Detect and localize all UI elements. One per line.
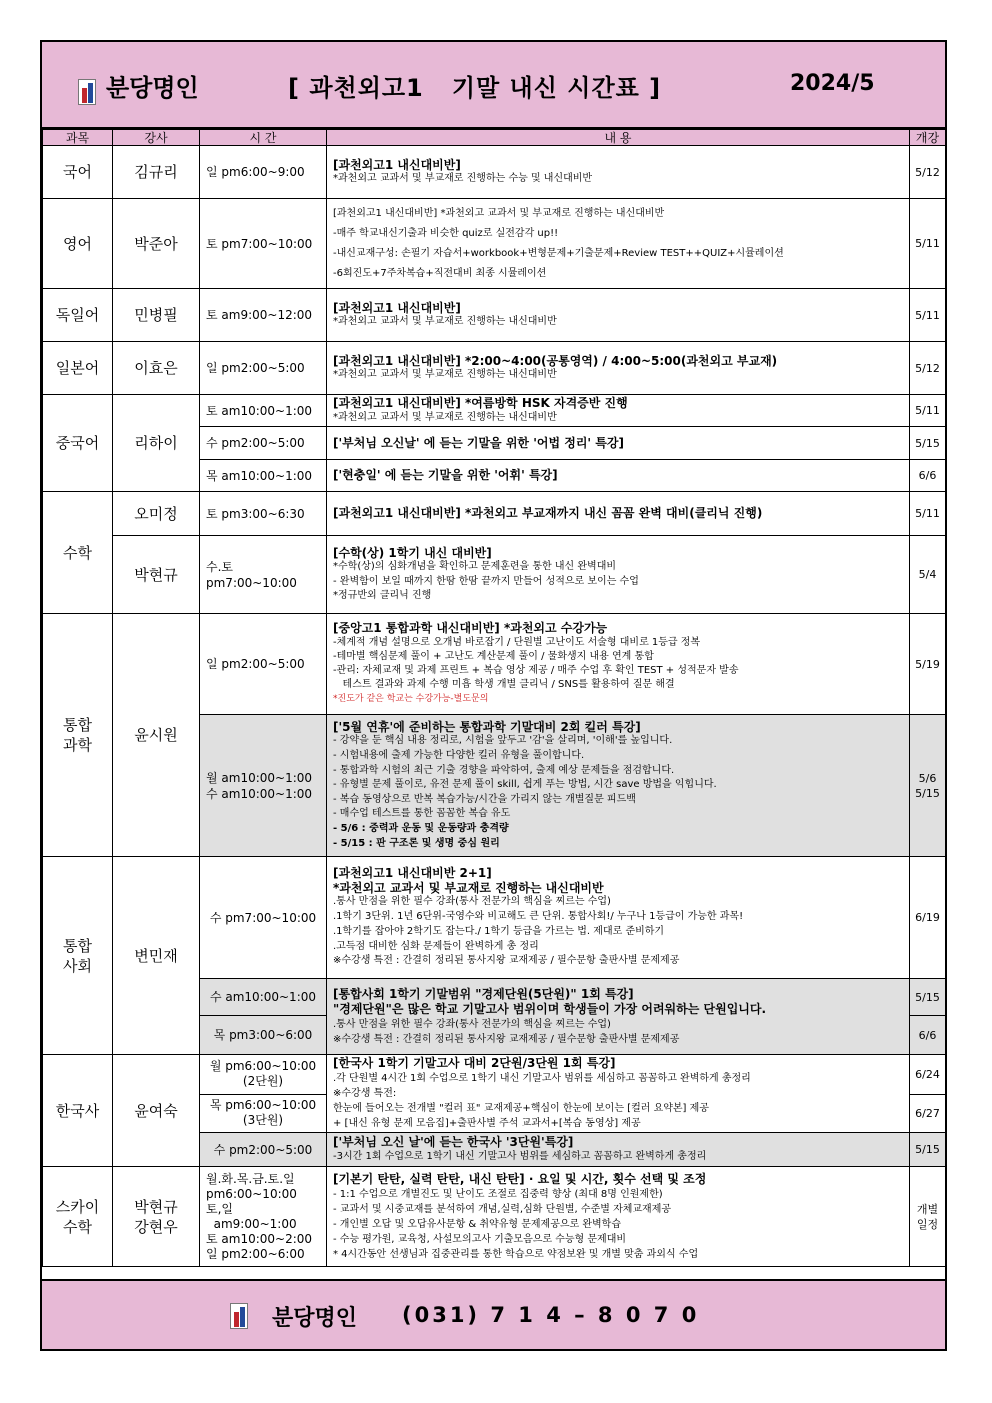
content-line: .각 단원별 4시간 1회 수업으로 1학기 내신 기말고사 범위를 세심하고 꼼꼼하고 완벽하게 총정리 — [333, 1073, 751, 1084]
content-line: - 완벽함이 보일 때까지 한땀 한땀 끝까지 만들어 성적으로 보이는 수업 — [333, 575, 639, 587]
content-line: - 수능 평가원, 교육청, 사설모의고사 기출모음으로 수능형 문제대비 — [333, 1233, 627, 1245]
table-row — [43, 614, 946, 715]
content-line: - 강약을 둔 핵심 내용 정리로, 시험을 앞두고 '감'을 살리며, '이해'를 높입니다. — [333, 735, 673, 747]
content-cell — [327, 289, 910, 342]
timetable-sheet — [40, 40, 947, 1351]
content-heading: *과천외고 교과서 및 부교재로 진행하는 내신대비반 — [333, 880, 604, 895]
content-line: -관리: 자체교재 및 과제 프린트 + 복습 영상 제공 / 매주 수업 후 확인 TEST + 성적문자 발송 — [333, 665, 739, 676]
start-date-cell: 5/15 — [910, 427, 946, 460]
teacher-line: 박현규 — [134, 1197, 178, 1216]
content-line: - 시험내용에 출제 가능한 다양한 킬러 유형을 풀이합니다. — [333, 750, 585, 762]
content-line: -내신교재구성: 손필기 자습서+workbook+변형문제+기출문제+Review TEST++QUIZ+시뮬레이션 — [333, 247, 784, 259]
time-cell: 토 am10:00~1:00 — [200, 395, 327, 427]
content-line: + [내신 유형 문제 모음집]+출판사별 주석 교과서+[복습 동영상] 제공 — [333, 1118, 641, 1129]
col-header-teacher: 강사 — [113, 130, 200, 146]
footer-brand: 분당명인 — [272, 1306, 358, 1331]
content-line: 테스트 결과와 과제 수행 미흡 학생 개별 클리닉 / SNS를 활용하여 질문 해결 — [333, 679, 675, 691]
time-cell — [200, 536, 327, 614]
content-heading: "경제단원"은 많은 학교 기말고사 범위이며 학생들이 가장 어려워하는 단원입니다. — [333, 1001, 767, 1016]
subject-cell: 한국사 — [43, 1055, 113, 1167]
time-line: 월 am10:00~1:00 — [206, 770, 313, 785]
start-date-cell: 5/12 — [910, 146, 946, 199]
subject-line: 통합 — [63, 716, 92, 734]
content-line: ※수강생 특전 : 간결히 정리된 통사지왕 교재제공 / 필수문항 출판사별 문제제공 — [333, 1033, 680, 1045]
time-line: 토,일 — [206, 1201, 233, 1216]
subject-cell: 영어 — [43, 199, 113, 289]
time-line: pm6:00~10:00 — [206, 1186, 297, 1201]
content-heading: [과천외고1 내신대비반 2+1] — [333, 865, 492, 880]
academy-logo-icon — [230, 1303, 248, 1329]
teacher-cell: 민병필 — [113, 289, 200, 342]
time-cell: 목 pm3:00~6:00 — [200, 1016, 327, 1055]
content-line: -3시간 1회 수업으로 1학기 내신 기말고사 범위를 세심하고 꼼꼼하고 완벽하게 총정리 — [333, 1150, 707, 1162]
content-cell — [327, 492, 910, 536]
table-row — [43, 857, 946, 979]
content-heading: [수학(상) 1학기 내신 대비반] — [333, 545, 492, 560]
content-line: .통사 만점을 위한 필수 강좌(통사 전문가의 핵심을 찌르는 수업) — [333, 896, 611, 908]
subject-cell: 수학 — [43, 492, 113, 614]
start-date-cell: 5/11 — [910, 199, 946, 289]
subject-cell — [43, 1167, 113, 1267]
subject-cell — [43, 614, 113, 857]
subject-cell: 국어 — [43, 146, 113, 199]
subject-cell: 중국어 — [43, 395, 113, 492]
content-line: - 복습 동영상으로 반복 복습가능/시간을 가리지 않는 개별질문 피드백 — [333, 793, 636, 805]
teacher-line: 강현우 — [134, 1217, 178, 1236]
time-cell: 일 pm6:00~9:00 — [200, 146, 327, 199]
table-row — [43, 1055, 946, 1095]
content-heading: ['현충일' 에 듣는 기말을 위한 '어휘' 특강] — [333, 468, 558, 483]
content-cell — [327, 146, 910, 199]
time-line: 월.화.목.금.토.일 — [206, 1171, 295, 1186]
content-line: .고득점 대비한 심화 문제들이 완벽하게 총 정리 — [333, 940, 539, 952]
time-line: 수.토 — [206, 559, 233, 574]
time-line: pm7:00~10:00 — [206, 575, 297, 590]
content-line: - 5/15 : 판 구조론 및 생명 중심 원리 — [333, 837, 500, 849]
time-line: 수 am10:00~1:00 — [206, 786, 313, 801]
table-row — [43, 289, 946, 342]
content-line: * 4시간동안 선생님과 집중관리를 통한 학습으로 약점보완 및 개별 맞춤 과외식 수업 — [333, 1248, 699, 1260]
table-row — [43, 199, 946, 289]
content-line: - 유형별 문제 풀이로, 유전 문제 풀이 skill, 쉽게 푸는 방법, 시간 save 방법을 익힙니다. — [333, 779, 717, 791]
time-cell: 토 am9:00~12:00 — [200, 289, 327, 342]
start-date-cell: 5/19 — [910, 614, 946, 715]
content-cell — [327, 715, 910, 857]
content-line: -매주 학교내신기출과 비슷한 quiz로 실전감각 up!! — [333, 227, 559, 239]
content-heading: [과천외고1 내신대비반] *과천외고 부교재까지 내신 꼼꼼 완벽 대비(클리닉 진행) — [333, 506, 763, 521]
start-date-cell: 5/11 — [910, 289, 946, 342]
content-heading: ['5월 연휴'에 준비하는 통합과학 기말대비 2회 킬러 특강] — [333, 719, 641, 734]
time-cell: 수 am10:00~1:00 — [200, 979, 327, 1016]
footer — [42, 1279, 945, 1349]
col-header-start: 개강 — [910, 130, 946, 146]
time-cell — [200, 715, 327, 857]
content-cell — [327, 536, 910, 614]
subject-cell: 일본어 — [43, 342, 113, 395]
time-cell: 토 pm3:00~6:30 — [200, 492, 327, 536]
content-cell — [327, 427, 910, 460]
content-line: - 교과서 및 시중교재를 분석하여 개념,실력,심화 단원별, 수준별 자체교재제공 — [333, 1203, 672, 1215]
start-date-cell: 6/6 — [910, 1016, 946, 1055]
brand-name: 분당명인 — [106, 74, 199, 102]
start-date-cell: 6/19 — [910, 857, 946, 979]
page-title: [ 과천외고1 기말 내신 시간표 ] — [288, 74, 662, 102]
content-cell — [327, 1055, 910, 1133]
content-line: ※수강생 특전: — [333, 1088, 397, 1099]
col-header-time: 시 간 — [200, 130, 327, 146]
date-label: 2024/5 — [790, 71, 875, 96]
time-line: 월 pm6:00~10:00 — [209, 1059, 317, 1074]
content-line: - 매수업 테스트를 통한 꼼꼼한 복습 유도 — [333, 808, 511, 820]
content-line: *과천외고 교과서 및 부교재로 진행하는 수능 및 내신대비반 — [333, 173, 593, 184]
content-line: *과천외고 교과서 및 부교재로 진행하는 내신대비반 — [333, 316, 557, 327]
teacher-cell: 윤여숙 — [113, 1055, 200, 1167]
time-cell: 토 pm7:00~10:00 — [200, 199, 327, 289]
start-date-cell: 6/24 — [910, 1055, 946, 1095]
start-line: 일정 — [916, 1217, 939, 1231]
content-cell — [327, 199, 910, 289]
time-cell: 수 pm2:00~5:00 — [200, 1133, 327, 1167]
content-line: .1학기를 잡아야 2학기도 잡는다./ 1학기 등급을 가르는 법. 제대로 준비하기 — [333, 925, 665, 937]
subject-cell: 독일어 — [43, 289, 113, 342]
content-line: .통사 만점을 위한 필수 강좌(통사 전문가의 핵심을 찌르는 수업) — [333, 1018, 611, 1030]
start-line: 개별 — [916, 1202, 939, 1216]
start-date-cell: 5/15 — [910, 979, 946, 1016]
subject-line: 스카이 — [55, 1197, 100, 1216]
content-heading: [과천외고1 내신대비반] *여름방학 HSK 자격증반 진행 — [333, 396, 628, 410]
content-heading: [중앙고1 통합과학 내신대비반] *과천외고 수강가능 — [333, 621, 608, 636]
time-line: 목 pm6:00~10:00 — [209, 1098, 317, 1113]
start-date-cell: 5/11 — [910, 492, 946, 536]
time-cell: 일 pm2:00~5:00 — [200, 342, 327, 395]
table-row — [43, 342, 946, 395]
header — [42, 42, 945, 129]
start-date-cell — [910, 1167, 946, 1267]
content-line: *정규반외 클리닉 진행 — [333, 590, 432, 601]
time-cell: 수 pm7:00~10:00 — [200, 857, 327, 979]
teacher-cell — [113, 1167, 200, 1267]
content-cell — [327, 1167, 910, 1267]
start-date-cell: 6/27 — [910, 1094, 946, 1133]
time-cell: 수 pm2:00~5:00 — [200, 427, 327, 460]
start-date-cell: 5/11 — [910, 395, 946, 427]
time-cell: 일 pm2:00~5:00 — [200, 614, 327, 715]
content-heading: ['부처님 오신날' 에 듣는 기말을 위한 '어법 정리' 특강] — [333, 435, 624, 450]
time-cell: 목 am10:00~1:00 — [200, 460, 327, 492]
start-line: 5/6 — [918, 771, 937, 785]
content-heading: [과천외고1 내신대비반] — [333, 300, 461, 315]
phone-number: (031) 7 1 4 – 8 0 7 0 — [402, 1303, 700, 1327]
content-heading: [과천외고1 내신대비반] *2:00~4:00(공통영역) / 4:00~5:00(과천외고 부교재) — [333, 353, 778, 368]
content-line: ※수강생 특전 : 간결히 정리된 통사지왕 교재제공 / 필수문항 출판사별 문제제공 — [333, 955, 680, 967]
teacher-cell: 박준아 — [113, 199, 200, 289]
content-cell — [327, 460, 910, 492]
time-cell — [200, 1055, 327, 1095]
content-cell — [327, 395, 910, 427]
subject-cell — [43, 857, 113, 1055]
content-cell — [327, 1133, 910, 1167]
start-date-cell: 6/6 — [910, 460, 946, 492]
content-cell — [327, 857, 910, 979]
content-line: *과천외고 교과서 및 부교재로 진행하는 내신대비반 — [333, 411, 557, 423]
teacher-cell: 리하이 — [113, 395, 200, 492]
content-line: -6회진도+7주차복습+직전대비 최종 시뮬레이션 — [333, 267, 547, 279]
content-heading: [한국사 1학기 기말고사 대비 2단원/3단원 1회 특강] — [333, 1056, 616, 1070]
content-line: -테마별 핵심문제 풀이 + 고난도 계산문제 풀이 / 물화생지 내용 연계 통합 — [333, 650, 654, 662]
content-cell — [327, 979, 910, 1055]
content-heading: ['부처님 오신 날'에 듣는 한국사 '3단원'특강] — [333, 1135, 574, 1149]
start-date-cell — [910, 715, 946, 857]
content-line: *수학(상)의 심화개념을 확인하고 문제훈련을 통한 내신 완벽대비 — [333, 561, 617, 572]
content-cell — [327, 342, 910, 395]
start-date-cell: 5/4 — [910, 536, 946, 614]
table-row — [43, 492, 946, 536]
teacher-cell: 김규리 — [113, 146, 200, 199]
content-line: *과천외고 교과서 및 부교재로 진행하는 내신대비반 — [333, 369, 557, 380]
start-line: 5/15 — [915, 786, 940, 800]
content-cell — [327, 614, 910, 715]
table-row — [43, 146, 946, 199]
subject-line: 과학 — [63, 736, 92, 754]
time-cell — [200, 1167, 327, 1267]
col-header-content: 내 용 — [327, 130, 910, 146]
content-note: *진도가 같은 학교는 수강가능-별도문의 — [333, 694, 489, 705]
teacher-cell: 박현규 — [113, 536, 200, 614]
teacher-cell: 이효은 — [113, 342, 200, 395]
col-header-subject: 과목 — [43, 130, 113, 146]
table-row — [43, 395, 946, 427]
content-heading: [기본기 탄탄, 실력 탄탄, 내신 탄탄] · 요일 및 시간, 횟수 선택 및 조정 — [333, 1171, 707, 1186]
content-line: - 1:1 수업으로 개별진도 및 난이도 조절로 집중력 향상 (최대 8명 인원제한) — [333, 1188, 663, 1200]
content-line: .1학기 3단위. 1년 6단위-국영수와 비교해도 큰 단위. 통합사회!/ 누구나 1등급이 가능한 과목! — [333, 911, 744, 923]
content-heading: [과천외고1 내신대비반] — [333, 157, 461, 172]
start-date-cell: 5/12 — [910, 342, 946, 395]
content-line: -체계적 개념 설명으로 오개념 바로잡기 / 단원별 고난이도 서술형 대비로 1등급 정복 — [333, 636, 701, 648]
academy-logo-icon — [78, 79, 96, 105]
time-line: 토 am10:00~2:00 — [206, 1231, 313, 1246]
time-line: am9:00~1:00 — [206, 1216, 297, 1231]
subject-line: 사회 — [63, 956, 92, 975]
start-date-cell: 5/15 — [910, 1133, 946, 1167]
teacher-cell: 변민재 — [113, 857, 200, 1055]
subject-line: 수학 — [63, 1217, 92, 1236]
table-row — [43, 536, 946, 614]
schedule-table — [42, 129, 946, 1267]
teacher-cell: 오미정 — [113, 492, 200, 536]
content-line: 한눈에 들어오는 전개별 "컬러 표" 교재제공+핵심이 한눈에 보이는 [컬러 요약본] 제공 — [333, 1103, 709, 1114]
content-heading: [과천외고1 내신대비반] *과천외고 교과서 및 부교재로 진행하는 내신대비반 — [333, 207, 665, 219]
table-row — [43, 1167, 946, 1267]
time-line: (2단원) — [242, 1074, 284, 1089]
subject-line: 통합 — [63, 936, 92, 955]
time-cell — [200, 1094, 327, 1133]
teacher-cell: 윤시원 — [113, 614, 200, 857]
content-heading: [통합사회 1학기 기말범위 "경제단원(5단원)" 1회 특강] — [333, 986, 634, 1001]
content-line: - 5/6 : 중력과 운동 및 운동량과 충격량 — [333, 822, 509, 834]
time-line: 일 pm2:00~6:00 — [206, 1246, 305, 1261]
content-line: - 개인별 오답 및 오답유사문항 & 취약유형 문제제공으로 완벽학습 — [333, 1218, 621, 1230]
content-line: - 통합과학 시험의 최근 기출 경향을 파악하여, 출제 예상 문제들을 점검합니다. — [333, 764, 675, 776]
time-line: (3단원) — [242, 1113, 284, 1128]
